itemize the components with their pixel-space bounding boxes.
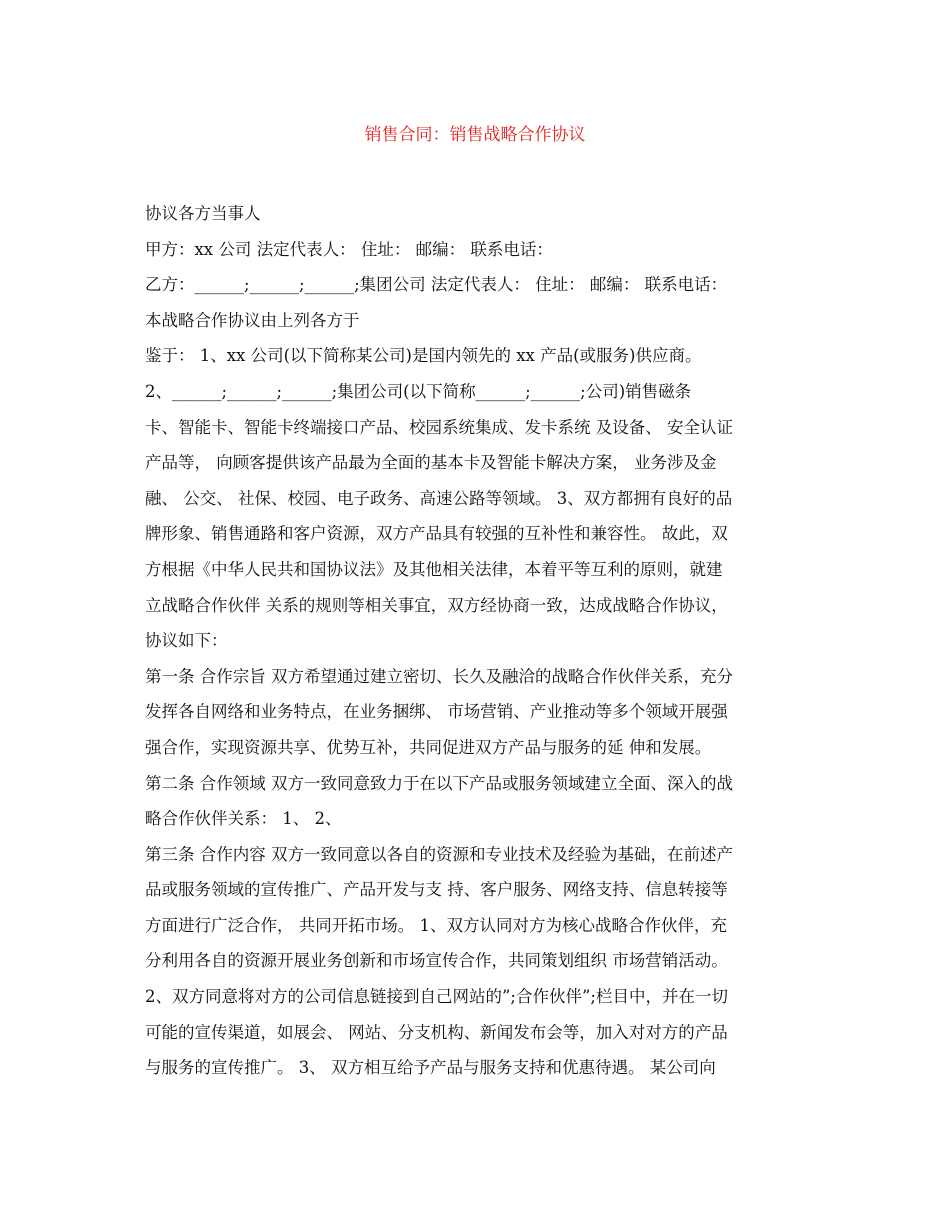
text-line: 卡、智能卡、智能卡终端接口产品、校园系统集成、发卡系统 及设备、 安全认证 [145,417,733,437]
text-line: 可能的宣传渠道，如展会、 网站、分支机构、新闻发布会等，加入对对方的产品 [145,1022,728,1042]
text-line: 立战略合作伙伴 关系的规则等相关事宜，双方经协商一致，达成战略合作协议， [145,595,728,615]
text-line: 协议如下： [145,631,228,651]
text-line: 乙方：______;______;______;集团公司 法定代表人： 住址： 邮编： 联系电话： [145,275,728,295]
text-line: 牌形象、销售通路和客户资源，双方产品具有较强的互补性和兼容性。 故此，双 [145,524,728,544]
text-line: 略合作伙伴关系： 1、 2、 [145,809,342,829]
text-line: 甲方：xx 公司 法定代表人： 住址： 邮编： 联系电话： [145,239,553,259]
text-line: 第一条 合作宗旨 双方希望通过建立密切、长久及融洽的战略合作伙伴关系，充分 [145,666,733,686]
text-line: 第三条 合作内容 双方一致同意以各自的资源和专业技术及经验为基础，在前述产 [145,844,733,864]
text-line: 2、双方同意将对方的公司信息链接到自己网站的”;合作伙伴”;栏目中，并在一切 [145,987,728,1007]
text-line: 本战略合作协议由上列各方于 [145,310,360,330]
text-line: 方面进行广泛合作， 共同开拓市场。 1、双方认同对方为核心战略合作伙伴，充 [145,915,727,935]
text-line: 与服务的宣传推广。 3、 双方相互给予产品与服务支持和优惠待遇。 某公司向 [145,1058,716,1078]
text-line: 2、______;______;______;集团公司(以下简称______;______;公司)销售磁条 [145,381,692,401]
text-line: 鉴于： 1、xx 公司(以下简称某公司)是国内领先的 xx 产品(或服务)供应商。 [145,346,702,366]
text-line: 第二条 合作领域 双方一致同意致力于在以下产品或服务领域建立全面、深入的战 [145,773,733,793]
text-line: 协议各方当事人 [145,204,261,223]
text-line: 融、 公交、 社保、校园、电子政务、高速公路等领域。 3、双方都拥有良好的品 [145,488,733,508]
text-line: 方根据《中华人民共和国协议法》及其他相关法律，本着平等互利的原则，就建 [145,559,723,579]
text-line: 产品等， 向顾客提供该产品最为全面的基本卡及智能卡解决方案， 业务涉及金 [145,453,717,473]
document-body [145,196,810,1086]
text-line: 强合作，实现资源共享、优势互补，共同促进双方产品与服务的延 伸和发展。 [145,737,712,757]
text-line: 品或服务领域的宣传推广、产品开发与支 持、客户服务、网络支持、信息转接等 [145,880,728,900]
text-line: 分利用各自的资源开展业务创新和市场宣传合作，共同策划组织 市场营销活动。 [145,951,728,971]
document-title: 销售合同：销售战略合作协议 [364,125,586,145]
text-line: 发挥各自网络和业务特点，在业务捆绑、 市场营销、产业推动等多个领域开展强 [145,702,728,722]
